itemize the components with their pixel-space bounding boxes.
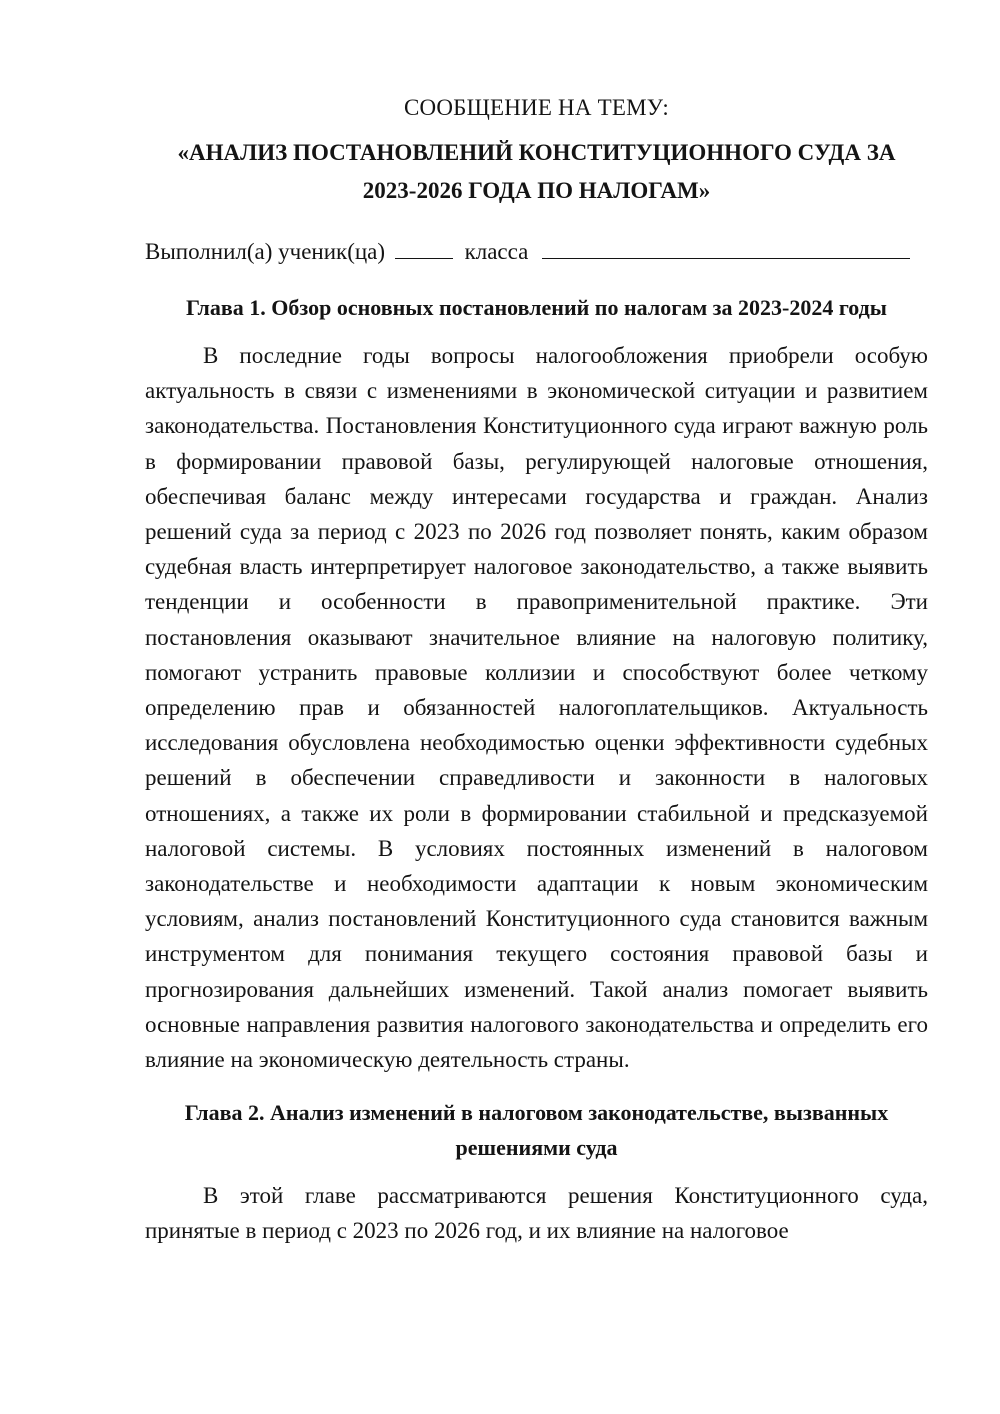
report-title-line-2: 2023-2026 ГОДА ПО НАЛОГАМ» [362, 178, 711, 203]
student-name-blank [542, 238, 910, 259]
chapter-2-paragraph: В этой главе рассматриваются решения Конституционного суда, принятые в период с 2023 по 2026 год, и их влияние на налоговое [145, 1183, 928, 1244]
chapter-1-title: Глава 1. Обзор основных постановлений по налогам за 2023-2024 годы [186, 295, 887, 320]
author-prefix: Выполнил(а) ученик(ца) [145, 239, 386, 264]
report-kicker: СООБЩЕНИЕ НА ТЕМУ: [404, 95, 669, 120]
chapter-2-title-line-2: решениями суда [455, 1135, 618, 1161]
report-title-line-1: «АНАЛИЗ ПОСТАНОВЛЕНИЙ КОНСТИТУЦИОННОГО СУДА ЗА [177, 140, 896, 165]
class-number-blank [395, 238, 453, 259]
chapter-1-paragraph: В последние годы вопросы налогообложения приобрели особую актуальность в связи с изменениями в экономической ситуации и развитием законодательства. Постановления Конституционного суда играют важную роль в формировании правовой базы, регулирующей налоговые отношения, обеспечивая баланс между интересами государства и граждан. Анализ решений суда за период с 2023 по 2026 год позволяет понять, каким образом судебная власть интерпретирует налоговое законодательство, а также выявить тенденции и особенности в правоприменительной практике. Эти постановления оказывают значительное влияние на налоговую политику, помогают устранить правовые коллизии и способствуют более четкому определению прав и обязанностей налогоплательщиков. Актуальность исследования обусловлена необходимостью оценки эффективности судебных решений в обеспечении справедливости и законности в налоговых отношениях, а также их роли в формировании стабильной и предсказуемой налоговой системы. В условиях постоянных изменений в налоговом законодательстве и необходимости адаптации к новым экономическим условиям, анализ постановлений Конституционного суда становится важным инструментом для понимания текущего состояния правовой базы и прогнозирования дальнейших изменений. Такой анализ помогает выявить основные направления развития налогового законодательства и определить его влияние на экономическую деятельность страны. [145, 343, 928, 1073]
chapter-2-title-line-1: Глава 2. Анализ изменений в налоговом законодательстве, вызванных [184, 1100, 889, 1126]
report-title [145, 134, 928, 210]
class-label: класса [464, 239, 529, 264]
chapter-2-title [145, 1095, 928, 1165]
author-line [145, 236, 928, 268]
